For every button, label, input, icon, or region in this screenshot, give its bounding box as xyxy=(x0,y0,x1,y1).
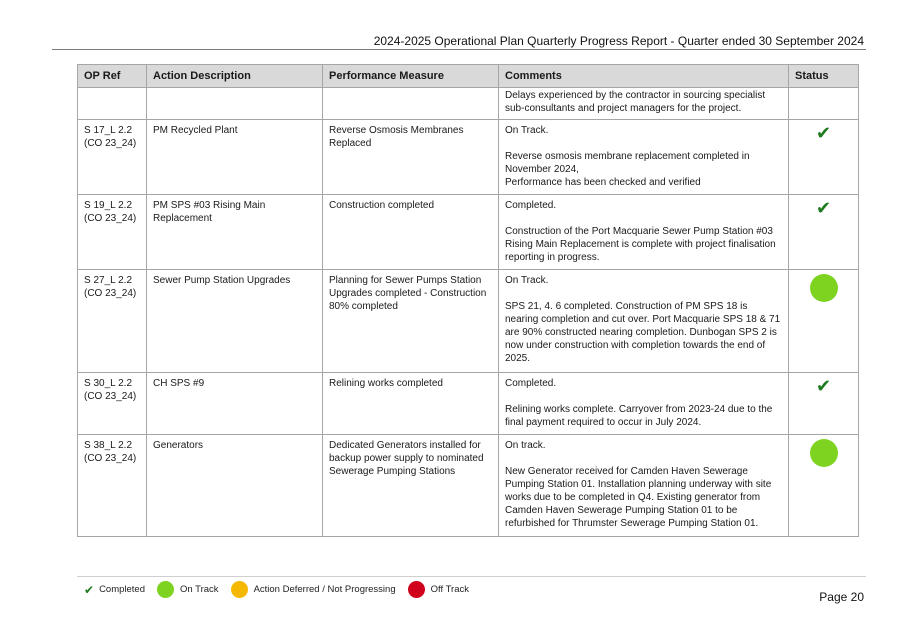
measure-cell: Planning for Sewer Pumps Station Upgrades completed - Construction 80% completed xyxy=(323,270,499,373)
header-divider xyxy=(52,49,866,50)
op-ref-sub: (CO 23_24) xyxy=(84,453,137,464)
comment-cell xyxy=(499,270,789,373)
amber-dot-icon xyxy=(231,581,248,598)
op-ref-sub: (CO 23_24) xyxy=(84,391,137,402)
comment-line: Delays experienced by the contractor in sourcing specialist xyxy=(505,90,766,101)
op-ref-sub: (CO 23_24) xyxy=(84,213,137,224)
measure-cell xyxy=(323,88,499,120)
col-header-status: Status xyxy=(789,65,859,88)
col-header-comments: Comments xyxy=(499,65,789,88)
comment-text: New Generator received for Camden Haven Sewerage Pumping Station 01. Installation planning underway with site works due to be completed in Q4. Existing generator from Camden Haven Sewerage Pumping Station 01 to be refurbished for Thrumster Sewerage Pumping Station 01. xyxy=(505,466,772,529)
table-row xyxy=(78,373,859,435)
comment-status: On Track. xyxy=(505,125,549,136)
col-header-op-ref: OP Ref xyxy=(78,65,147,88)
legend-label: On Track xyxy=(180,584,219,595)
page-number: Page 20 xyxy=(819,590,864,604)
col-header-performance-measure: Performance Measure xyxy=(323,65,499,88)
red-dot-icon xyxy=(408,581,425,598)
status-legend xyxy=(84,581,481,598)
legend-item-off-track xyxy=(408,581,469,598)
status-cell xyxy=(789,88,859,120)
op-ref-sub: (CO 23_24) xyxy=(84,138,137,149)
op-ref: S 27_L 2.2 xyxy=(84,275,133,286)
comment-status: On Track. xyxy=(505,275,549,286)
op-ref-sub: (CO 23_24) xyxy=(84,288,137,299)
action-cell: PM Recycled Plant xyxy=(147,120,323,195)
comment-text: Reverse osmosis membrane replacement completed in November 2024, xyxy=(505,151,750,175)
comment-text: Relining works complete. Carryover from 2023-24 due to the final payment required to occur in July 2024. xyxy=(505,404,773,428)
measure-cell: Dedicated Generators installed for backup power supply to nominated Sewerage Pumping Stations xyxy=(323,435,499,537)
legend-label: Action Deferred / Not Progressing xyxy=(253,584,396,595)
status-cell xyxy=(789,435,859,537)
action-cell: Sewer Pump Station Upgrades xyxy=(147,270,323,373)
legend-label: Completed xyxy=(99,584,146,595)
measure-cell: Relining works completed xyxy=(323,373,499,435)
action-cell xyxy=(147,88,323,120)
status-cell xyxy=(789,373,859,435)
col-header-action-description: Action Description xyxy=(147,65,323,88)
ref-cell xyxy=(78,120,147,195)
table-row xyxy=(78,435,859,537)
report-title: 2024-2025 Operational Plan Quarterly Progress Report - Quarter ended 30 September 2024 xyxy=(373,34,864,48)
completed-check-icon: ✔ xyxy=(815,123,832,143)
comment-text: Construction of the Port Macquarie Sewer Pump Station #03 Rising Main Replacement is complete with project finalisation reporting in progress. xyxy=(505,226,776,263)
completed-check-icon: ✔ xyxy=(815,198,832,218)
action-cell: CH SPS #9 xyxy=(147,373,323,435)
action-cell: PM SPS #03 Rising Main Replacement xyxy=(147,195,323,270)
completed-check-icon: ✔ xyxy=(815,376,832,396)
ref-cell xyxy=(78,270,147,373)
ref-cell xyxy=(78,373,147,435)
op-ref: S 30_L 2.2 xyxy=(84,378,133,389)
comment-status: Completed. xyxy=(505,378,557,389)
status-cell xyxy=(789,270,859,373)
table-row xyxy=(78,195,859,270)
table-row-continuation xyxy=(78,88,859,120)
ref-cell xyxy=(78,435,147,537)
measure-cell: Reverse Osmosis Membranes Replaced xyxy=(323,120,499,195)
comment-cell xyxy=(499,88,789,120)
green-dot-icon xyxy=(157,581,174,598)
op-ref: S 38_L 2.2 xyxy=(84,440,133,451)
legend-label: Off Track xyxy=(430,584,469,595)
table-row xyxy=(78,270,859,373)
legend-item-completed xyxy=(84,583,145,597)
on-track-dot-icon xyxy=(810,439,838,467)
table-header-row xyxy=(78,65,859,88)
action-cell: Generators xyxy=(147,435,323,537)
comment-text: SPS 21, 4. 6 completed. Construction of PM SPS 18 is nearing completion and cut over. Port Macquarie SPS 18 & 71 are 90% constructed nearing completion. Dunbogan SPS 2 is now under construction with completion towards the end of 2025. xyxy=(505,301,781,364)
ref-cell xyxy=(78,88,147,120)
legend-item-deferred xyxy=(231,581,396,598)
measure-cell: Construction completed xyxy=(323,195,499,270)
comment-cell xyxy=(499,373,789,435)
comment-status: On track. xyxy=(505,440,546,451)
comment-cell xyxy=(499,195,789,270)
comment-cell xyxy=(499,120,789,195)
comment-line: sub-consultants and project managers for the project. xyxy=(505,103,742,114)
status-cell xyxy=(789,120,859,195)
op-ref: S 19_L 2.2 xyxy=(84,200,133,211)
legend-item-on-track xyxy=(157,581,219,598)
comment-text: Performance has been checked and verified xyxy=(505,177,701,188)
on-track-dot-icon xyxy=(810,274,838,302)
footer-divider xyxy=(77,576,866,577)
op-ref: S 17_L 2.2 xyxy=(84,125,133,136)
check-icon: ✔ xyxy=(84,582,95,597)
table-row xyxy=(78,120,859,195)
progress-table xyxy=(77,64,859,537)
comment-status: Completed. xyxy=(505,200,557,211)
ref-cell xyxy=(78,195,147,270)
comment-cell xyxy=(499,435,789,537)
status-cell xyxy=(789,195,859,270)
